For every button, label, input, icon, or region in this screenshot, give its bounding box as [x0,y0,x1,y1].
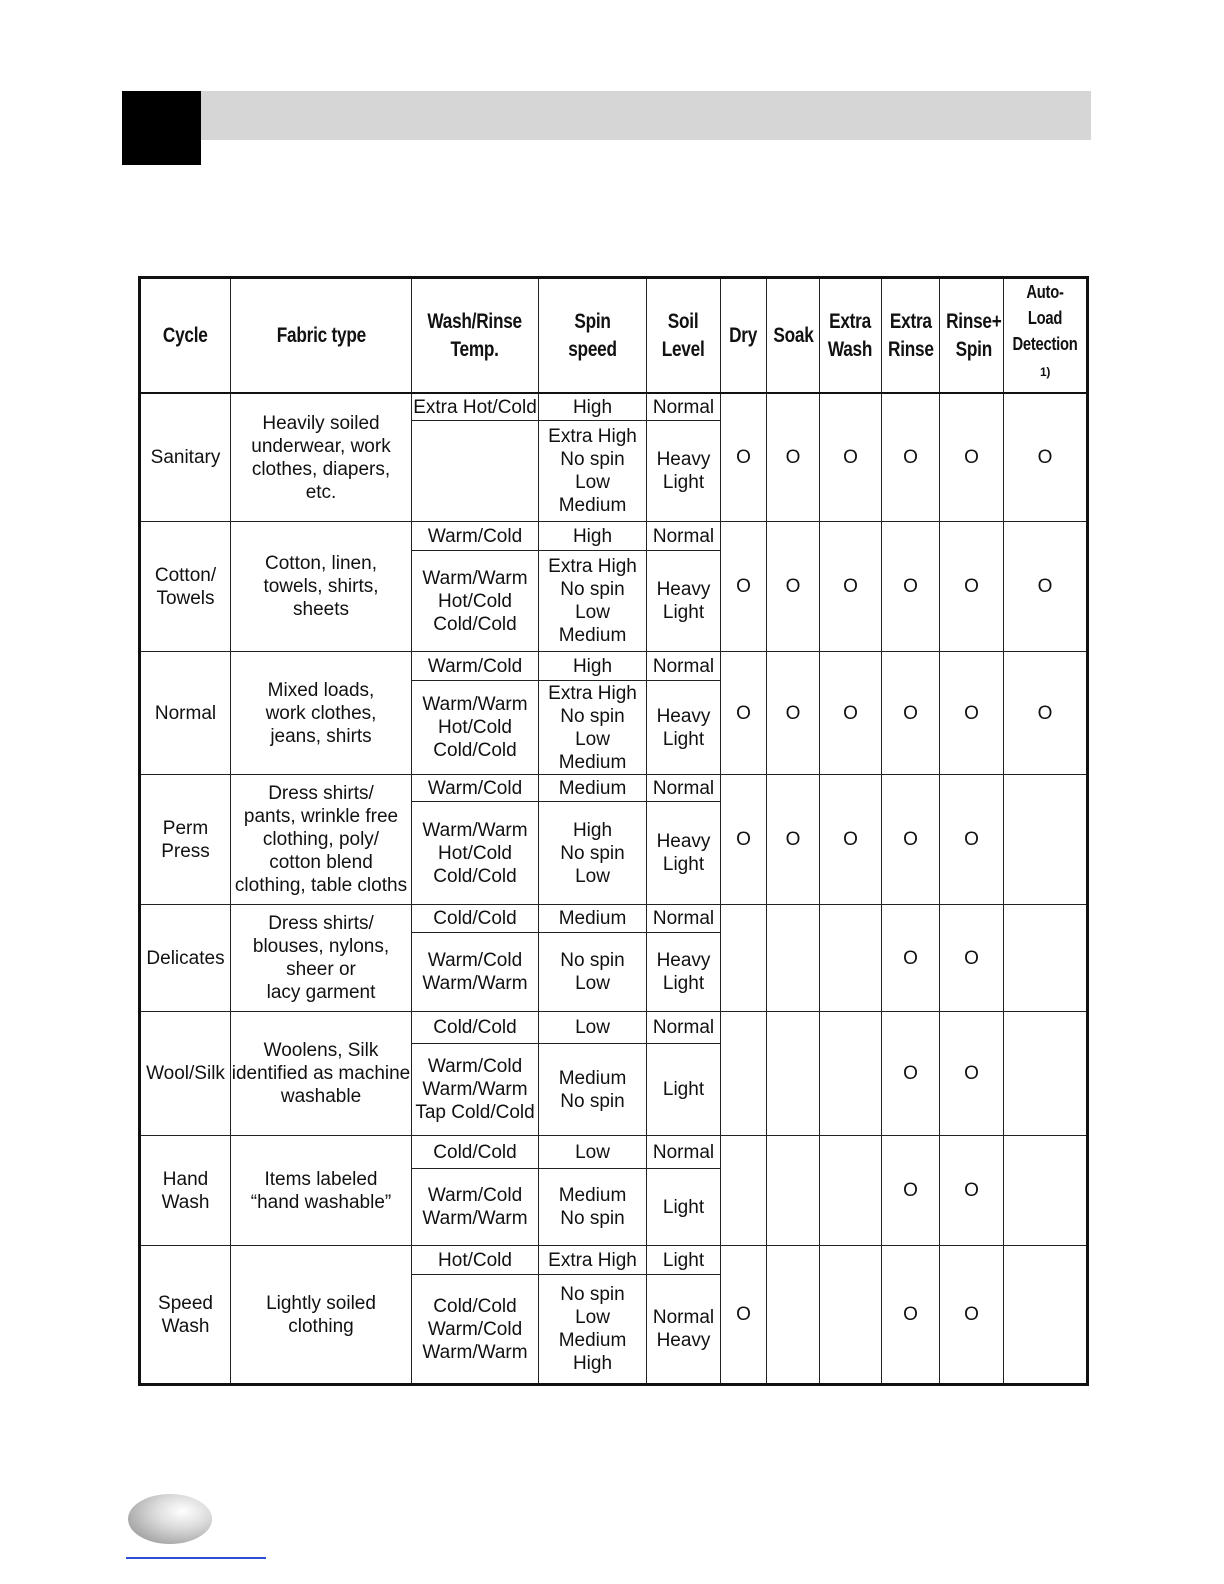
fabric-type-cell [231,393,412,522]
extra-wash-cell-text: O [843,702,858,724]
table-header-row [140,278,1088,394]
soak-cell [767,775,820,905]
auto-load-cell [1004,652,1088,775]
extra-rinse-cell-text: O [903,702,918,724]
soak-cell-text: O [785,447,801,468]
extra-rinse-cell [882,905,940,1012]
extra-rinse-cell [882,775,940,905]
fabric-type-cell [231,775,412,905]
soak-cell [767,1012,820,1136]
temp-cell [412,1012,539,1136]
dry-cell-text: O [736,447,751,468]
extra-wash-cell [820,652,882,775]
cycle-cell [140,905,231,1012]
table-row [140,1136,1088,1246]
temp-options [412,421,538,521]
section-marker-block [122,91,201,165]
extra-rinse-cell-text: O [903,829,918,850]
dry-cell [721,1012,767,1136]
soil-level-options: Heavy Light [656,449,711,493]
footer-rule [126,1557,266,1559]
soil-level-default: Normal [647,1012,720,1044]
temp-options: Cold/Cold Warm/Cold Warm/Warm [422,1295,528,1363]
table-row [140,652,1088,775]
soak-cell [767,905,820,1012]
soil-level-default: Normal [647,775,720,802]
fabric-type-cell-text: Heavily soiled underwear, work clothes, diapers, etc. [251,412,391,503]
spin-speed-options: Medium No spin [558,1185,627,1229]
spin-speed-default: Medium [539,905,646,933]
cycle-cell-text: Delicates [146,947,225,969]
soil-level-options: Heavy Light [656,950,711,994]
auto-load-cell-text: O [1037,576,1053,597]
spin-speed-options: Extra High No spin Low Medium [548,426,637,516]
spin-speed-default: Low [539,1136,646,1169]
cycle-cell-text: Wool/Silk [146,1063,225,1084]
auto-load-cell [1004,775,1088,905]
cycle-cell-text: Cotton/ Towels [154,564,217,609]
fabric-type-cell-text: Woolens, Silk identified as machine washable [231,1040,411,1107]
cycle-cell [140,652,231,775]
soil-level-default: Normal [647,652,720,681]
extra-rinse-cell-text: O [903,447,918,468]
spin-speed-options: Extra High No spin Low Medium [548,682,637,773]
fabric-type-cell-text: Items labeled “hand washable” [250,1168,392,1213]
rinse-spin-cell [940,393,1004,522]
cycle-cell-text: Normal [154,702,217,724]
spin-speed-default: Medium [539,775,646,802]
fabric-type-cell [231,1136,412,1246]
extra-rinse-cell-text: O [903,1304,918,1325]
cycle-cell [140,393,231,522]
table-row [140,522,1088,652]
soil-level-cell [647,1136,721,1246]
spin-speed-default: High [539,522,646,551]
dry-cell-text: O [736,1304,751,1325]
auto-load-cell-text: O [1037,702,1053,724]
temp-default: Warm/Cold [412,775,538,802]
rinse-spin-cell [940,652,1004,775]
fabric-type-cell [231,522,412,652]
soak-cell [767,652,820,775]
temp-default: Warm/Cold [412,522,538,551]
soak-cell-text: O [785,702,801,724]
fabric-type-cell-text: Lightly soiled clothing [266,1292,376,1337]
spin-speed-cell [539,1246,647,1385]
temp-default: Cold/Cold [412,905,538,933]
auto-load-cell [1004,522,1088,652]
wash-cycle-table [138,276,1089,1386]
temp-cell [412,393,539,522]
extra-rinse-cell [882,1246,940,1385]
soil-level-default: Light [647,1246,720,1275]
dry-cell [721,522,767,652]
cycle-cell [140,1246,231,1385]
fabric-type-cell [231,652,412,775]
temp-cell [412,775,539,905]
table-row [140,393,1088,522]
spin-speed-cell [539,1136,647,1246]
table-row [140,1012,1088,1136]
spin-speed-cell [539,522,647,652]
spin-speed-cell [539,905,647,1012]
soil-level-cell [647,1012,721,1136]
header-cycle: Cycle [140,278,231,394]
header-soil-level: Soil Level [647,278,721,394]
auto-load-cell [1004,1246,1088,1385]
soil-level-options: Heavy Light [656,579,711,623]
table-row [140,1246,1088,1385]
spin-speed-options: Medium No spin [558,1067,627,1112]
header-fabric-type: Fabric type [231,278,412,394]
soak-cell-text: O [785,576,801,597]
spin-speed-cell [539,393,647,522]
soak-cell-text: O [785,829,801,850]
extra-rinse-cell-text: O [903,947,918,969]
cycle-cell [140,1012,231,1136]
footnote-ref: 1) [1039,365,1051,379]
table-row [140,775,1088,905]
fabric-type-cell-text: Mixed loads, work clothes, jeans, shirts [265,679,377,747]
extra-wash-cell-text: O [843,829,858,850]
fabric-type-cell-text: Cotton, linen, towels, shirts, sheets [263,553,379,620]
spin-speed-options: High No spin Low [560,819,625,887]
rinse-spin-cell-text: O [964,447,979,468]
rinse-spin-cell-text: O [964,947,979,969]
soil-level-default: Normal [647,905,720,933]
temp-default: Extra Hot/Cold [412,394,538,421]
soil-level-cell [647,652,721,775]
auto-load-cell [1004,1012,1088,1136]
soak-cell [767,522,820,652]
extra-rinse-cell-text: O [903,576,918,597]
rinse-spin-cell-text: O [964,702,979,724]
soil-level-options: Normal Heavy [652,1307,715,1351]
temp-options: Warm/Warm Hot/Cold Cold/Cold [422,694,528,761]
dry-cell [721,652,767,775]
rinse-spin-cell-text: O [964,1063,979,1084]
rinse-spin-cell [940,1246,1004,1385]
auto-load-cell [1004,393,1088,522]
header-extra-wash: Extra Wash [820,278,882,394]
soil-level-options: Heavy Light [656,705,711,750]
rinse-spin-cell-text: O [964,829,979,850]
header-rinse-spin: Rinse+ Spin [940,278,1004,394]
extra-wash-cell [820,522,882,652]
table-row [140,905,1088,1012]
extra-wash-cell [820,1012,882,1136]
header-spin-speed: Spin speed [539,278,647,394]
rinse-spin-cell-text: O [964,576,979,597]
soil-level-options: Light [662,1079,705,1100]
rinse-spin-cell [940,1136,1004,1246]
soil-level-default: Normal [647,1136,720,1169]
spin-speed-options: No spin Low [560,950,625,994]
soil-level-options: Heavy Light [656,831,711,875]
extra-rinse-cell [882,393,940,522]
spin-speed-default: High [539,394,646,421]
spin-speed-default: Extra High [539,1246,646,1275]
temp-default: Hot/Cold [412,1246,538,1275]
temp-options: Warm/Warm Hot/Cold Cold/Cold [422,819,528,887]
extra-rinse-cell [882,652,940,775]
dry-cell-text: O [736,829,751,850]
extra-wash-cell-text: O [843,447,858,468]
extra-rinse-cell-text: O [903,1180,918,1201]
fabric-type-cell [231,1246,412,1385]
extra-wash-cell [820,1136,882,1246]
cycle-cell-text: Perm Press [161,817,210,862]
auto-load-cell [1004,905,1088,1012]
header-auto-load-detection: Auto-Load Detection$^{1)}$ [1004,278,1088,394]
soil-level-default: Normal [647,394,720,421]
dry-cell-text: O [736,702,751,724]
temp-options: Warm/Cold Warm/Warm Tap Cold/Cold [415,1056,535,1123]
dry-cell [721,775,767,905]
soil-level-cell [647,775,721,905]
dry-cell [721,1136,767,1246]
rinse-spin-cell-text: O [964,1304,979,1325]
temp-default: Cold/Cold [412,1136,538,1169]
rinse-spin-cell-text: O [964,1180,979,1201]
dry-cell [721,393,767,522]
header-wash-rinse-temp: Wash/Rinse Temp. [412,278,539,394]
rinse-spin-cell [940,522,1004,652]
dry-cell [721,1246,767,1385]
spin-speed-default: High [539,652,646,681]
header-dry: Dry [721,278,767,394]
dry-cell [721,905,767,1012]
page-number-disc [128,1494,212,1544]
section-header-bar [201,91,1091,140]
extra-rinse-cell-text: O [903,1063,918,1084]
extra-wash-cell [820,1246,882,1385]
cycle-cell-text: Hand Wash [161,1168,210,1213]
temp-cell [412,652,539,775]
cycle-cell-text: Speed Wash [158,1292,213,1337]
soak-cell [767,393,820,522]
cycle-cell [140,522,231,652]
auto-load-cell [1004,1136,1088,1246]
rinse-spin-cell [940,1012,1004,1136]
temp-default: Warm/Cold [412,652,538,681]
extra-rinse-cell [882,522,940,652]
cycle-cell-text: Sanitary [150,447,221,468]
spin-speed-default: Low [539,1012,646,1044]
soak-cell [767,1246,820,1385]
temp-cell [412,1136,539,1246]
spin-speed-cell [539,652,647,775]
wash-cycle-table-container [138,276,1086,1374]
fabric-type-cell [231,1012,412,1136]
soil-level-cell [647,393,721,522]
soil-level-options: Light [662,1196,705,1218]
temp-cell [412,1246,539,1385]
fabric-type-cell-text: Dress shirts/ pants, wrinkle free clothing, poly/ cotton blend clothing, table cloths [234,783,408,896]
soak-cell [767,1136,820,1246]
header-soak: Soak [767,278,820,394]
temp-cell [412,905,539,1012]
temp-options: Warm/Cold Warm/Warm [422,1185,528,1229]
cycle-cell [140,775,231,905]
extra-wash-cell [820,905,882,1012]
auto-load-cell-text: O [1037,447,1053,468]
rinse-spin-cell [940,905,1004,1012]
extra-wash-cell [820,393,882,522]
soil-level-cell [647,1246,721,1385]
temp-options: Warm/Warm Hot/Cold Cold/Cold [422,567,528,635]
fabric-type-cell-text: Dress shirts/ blouses, nylons, sheer or lacy garment [252,913,390,1003]
extra-wash-cell-text: O [843,576,858,597]
spin-speed-cell [539,775,647,905]
extra-rinse-cell [882,1012,940,1136]
extra-wash-cell [820,775,882,905]
rinse-spin-cell [940,775,1004,905]
header-extra-rinse: Extra Rinse [882,278,940,394]
soil-level-cell [647,522,721,652]
soil-level-default: Normal [647,522,720,551]
soil-level-cell [647,905,721,1012]
temp-cell [412,522,539,652]
spin-speed-options: Extra High No spin Low Medium [548,556,637,646]
spin-speed-cell [539,1012,647,1136]
temp-default: Cold/Cold [412,1012,538,1044]
fabric-type-cell [231,905,412,1012]
spin-speed-options: No spin Low Medium High [558,1284,627,1374]
temp-options: Warm/Cold Warm/Warm [422,950,528,994]
table-body [140,393,1088,1385]
extra-rinse-cell [882,1136,940,1246]
dry-cell-text: O [736,576,751,597]
cycle-cell [140,1136,231,1246]
